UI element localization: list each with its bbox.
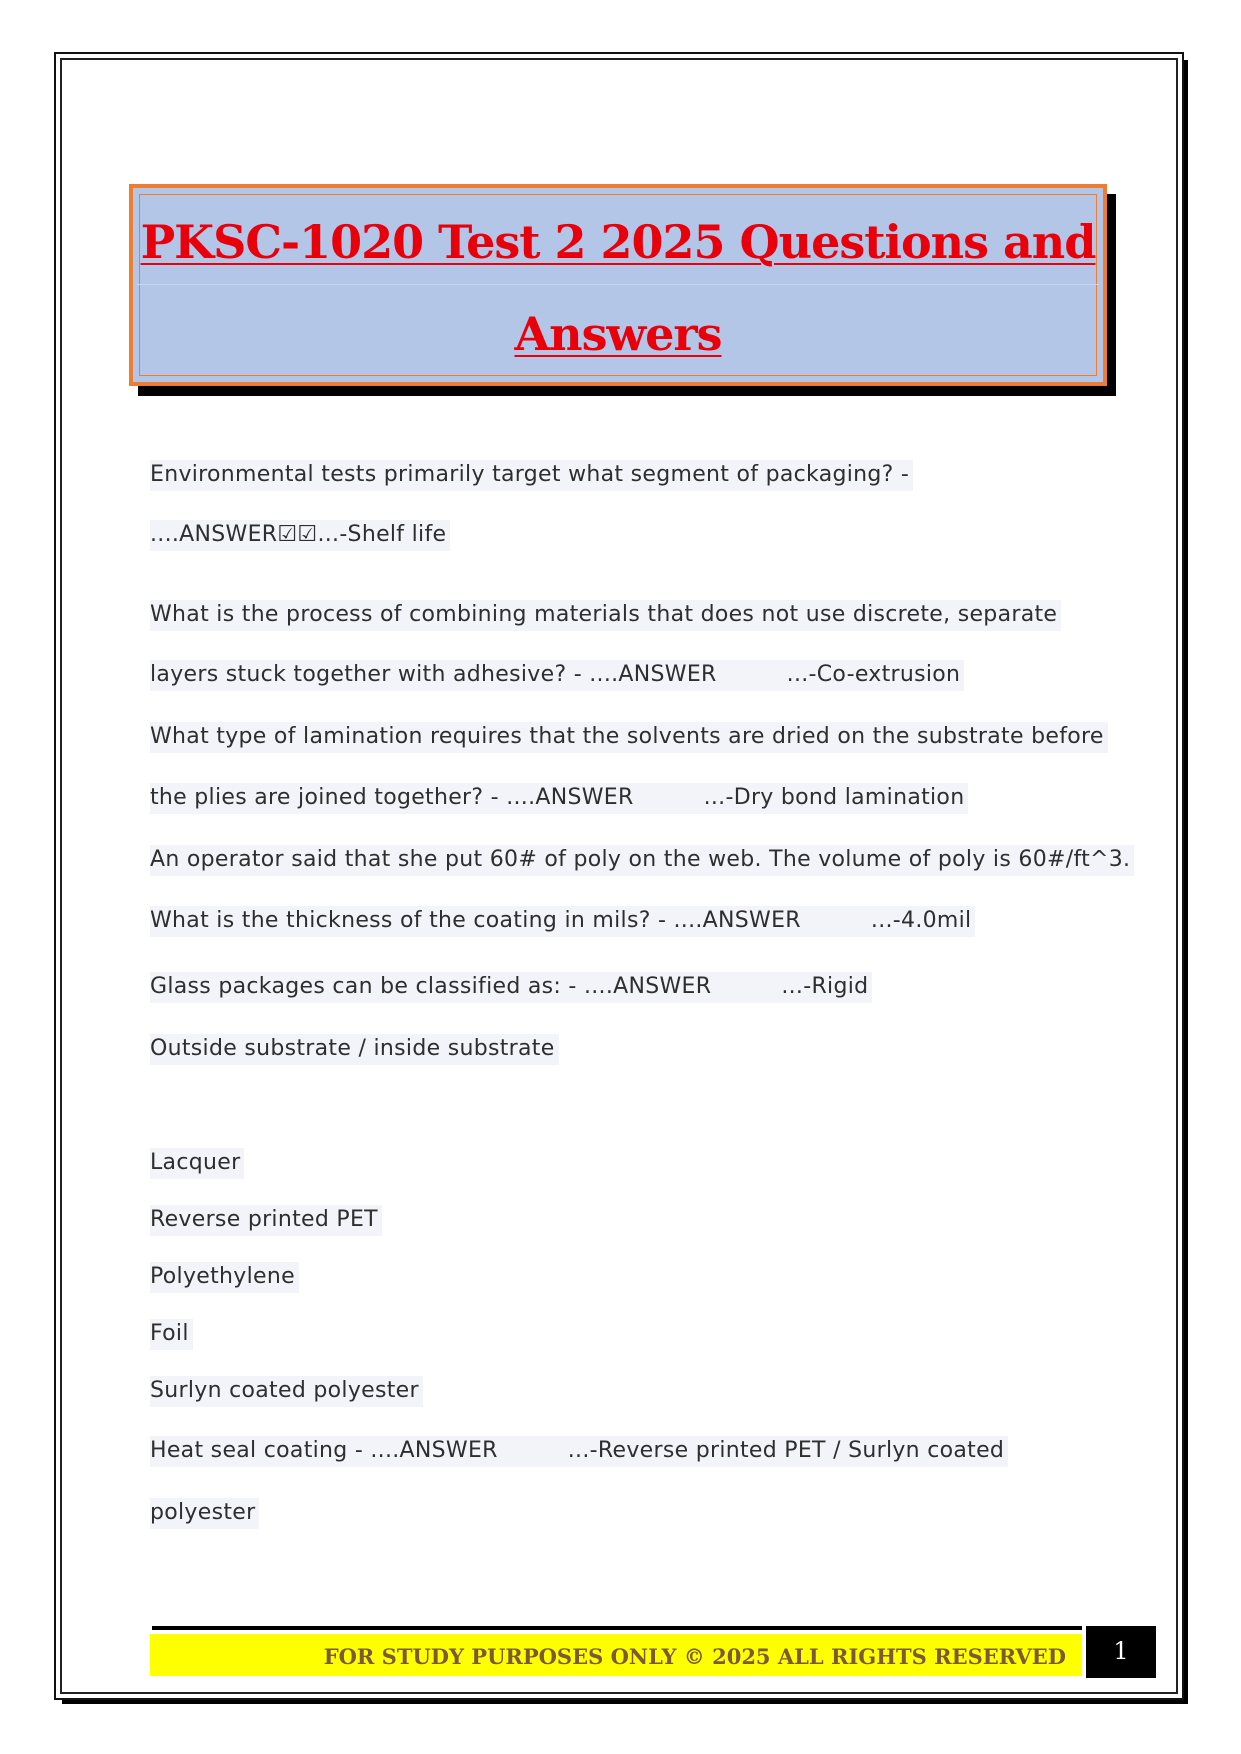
question-3: What type of lamination requires that the solvents are dried on the substrate before bbox=[150, 724, 1108, 749]
checkbox-marks: ☑☑ bbox=[277, 522, 318, 547]
question-2: What is the process of combining materials that does not use discrete, separate bbox=[150, 602, 1061, 627]
question-4: An operator said that she put 60# of poly on the web. The volume of poly is 60#/ft^3. bbox=[150, 847, 1134, 872]
answer-1: ....ANSWER☑☑...-Shelf life bbox=[150, 522, 450, 547]
layers-heading: Outside substrate / inside substrate bbox=[150, 1036, 559, 1061]
title-line-1: PKSC-1020 Test 2 2025 Questions and bbox=[140, 215, 1096, 269]
question-1: Environmental tests primarily target what segment of packaging? - bbox=[150, 462, 913, 487]
answer-6-continued: polyester bbox=[150, 1500, 259, 1525]
layer-item: Reverse printed PET bbox=[150, 1207, 382, 1232]
footer-text: FOR STUDY PURPOSES ONLY © 2025 ALL RIGHTS RESERVED bbox=[323, 1644, 1066, 1669]
layer-item: Surlyn coated polyester bbox=[150, 1378, 423, 1403]
layer-item: Lacquer bbox=[150, 1150, 244, 1175]
title-box bbox=[129, 184, 1107, 386]
question-5: Glass packages can be classified as: - ....ANSWER ...-Rigid bbox=[150, 974, 872, 999]
page-number: 1 bbox=[1086, 1626, 1156, 1678]
title-line-2: Answers bbox=[514, 307, 722, 361]
question-6: Heat seal coating - ....ANSWER ...-Reverse printed PET / Surlyn coated bbox=[150, 1438, 1008, 1463]
answer-4: What is the thickness of the coating in mils? - ....ANSWER ...-4.0mil bbox=[150, 908, 975, 933]
layer-item: Polyethylene bbox=[150, 1264, 299, 1289]
answer-2: layers stuck together with adhesive? - ....ANSWER ...-Co-extrusion bbox=[150, 662, 964, 687]
layer-item: Foil bbox=[150, 1321, 193, 1346]
document-title bbox=[133, 196, 1103, 380]
footer-band bbox=[150, 1634, 1082, 1676]
answer-3: the plies are joined together? - ....ANSWER ...-Dry bond lamination bbox=[150, 785, 968, 810]
footer-rule bbox=[152, 1626, 1082, 1630]
